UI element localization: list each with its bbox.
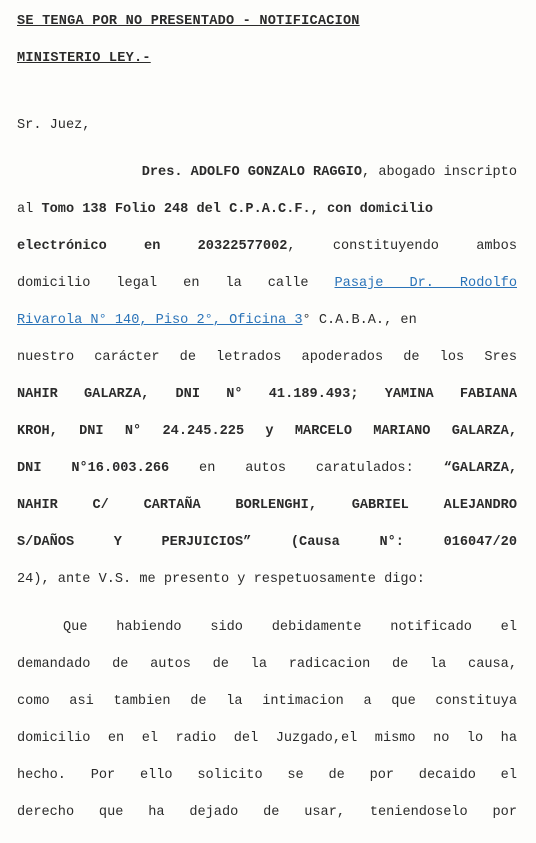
p2-line-2: demandado de autos de la radicacion de la causa, (17, 657, 517, 672)
p1-line-1 (63, 164, 517, 182)
p2-line-4: domicilio en el radio del Juzgado,el mismo no lo ha (17, 731, 517, 746)
p1-line-7: NAHIR GALARZA, DNI N° 41.189.493; YAMINA FABIANA (17, 387, 517, 402)
heading-line-1: SE TENGA POR NO PRESENTADO - NOTIFICACION (17, 14, 360, 29)
p1-l9-bold-2: “GALARZA, (443, 461, 518, 476)
address-link-part-2[interactable]: Rivarola N° 140, Piso 2°, Oficina 3 (17, 313, 303, 328)
p1-l2-bold: Tomo 138 Folio 248 del C.P.A.C.F., con domicilio (41, 202, 434, 217)
p1-line-9 (17, 460, 517, 478)
p1-line-8: KROH, DNI N° 24.245.225 y MARCELO MARIANO GALARZA, (17, 424, 517, 439)
heading-line-2: MINISTERIO LEY.- (17, 51, 151, 66)
p1-l3-text: , constituyendo ambos (287, 239, 517, 254)
p1-line-5 (17, 312, 517, 330)
p2-line-1: Que habiendo sido debidamente notificado el (63, 620, 517, 635)
p1-l5-text: ° C.A.B.A., en (302, 313, 417, 328)
p1-l1-text: , abogado inscripto (362, 165, 517, 180)
p1-l2-text: al (17, 202, 42, 217)
p1-l4-text: domicilio legal en la calle (17, 276, 335, 291)
p2-line-5: hecho. Por ello solicito se de por decaido el (17, 768, 517, 783)
p1-line-12: 24), ante V.S. me presento y respetuosamente digo: (17, 572, 425, 587)
p1-line-11: S/DAÑOS Y PERJUICIOS” (Causa N°: 016047/20 (17, 535, 517, 550)
p1-l9-text: en autos caratulados: (169, 461, 444, 476)
p1-l9-bold: DNI N°16.003.266 (17, 461, 170, 476)
salutation: Sr. Juez, (17, 118, 91, 133)
p1-line-6: nuestro carácter de letrados apoderados de los Sres (17, 350, 517, 365)
p2-line-6: derecho que ha dejado de usar, teniendoselo por (17, 805, 517, 820)
address-link-part-1[interactable]: Pasaje Dr. Rodolfo (334, 276, 517, 291)
p1-l1-bold: Dres. ADOLFO GONZALO RAGGIO (141, 165, 362, 180)
p2-line-3: como asi tambien de la intimacion a que constituya (17, 694, 517, 709)
p1-l3-bold: electrónico en 20322577002 (17, 239, 288, 254)
p1-line-3 (17, 238, 517, 256)
p1-line-10: NAHIR C/ CARTAÑA BORLENGHI, GABRIEL ALEJANDRO (17, 498, 517, 513)
p1-line-4 (17, 275, 517, 293)
p1-line-2 (17, 201, 517, 219)
